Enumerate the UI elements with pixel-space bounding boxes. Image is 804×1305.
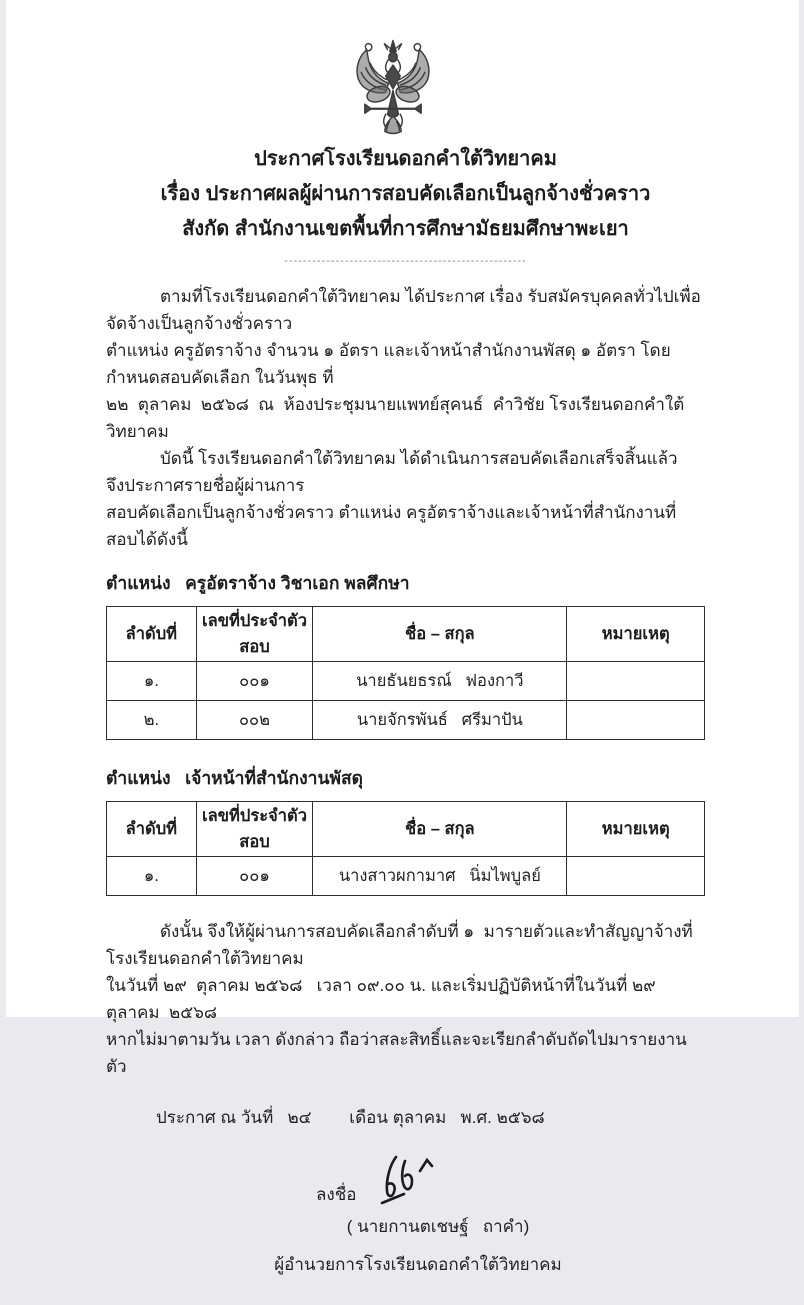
cell-order-no: ๑. [107, 662, 197, 701]
table-row [107, 662, 705, 701]
cell-name: นางสาวผกามาศ นิ่มไพบูลย์ [313, 857, 567, 896]
header-exam-id: เลขที่ประจำตัวสอบ [196, 802, 313, 857]
table-header-row [107, 607, 705, 662]
cell-order-no: ๒. [107, 701, 197, 740]
cell-order-no: ๑. [107, 857, 197, 896]
announcement-affiliation: สังกัด สำนักงานเขตพื้นที่การศึกษามัธยมศึกษาพะเยา [182, 218, 629, 240]
document-page [6, 0, 799, 1274]
sign-label: ลงชื่อ [316, 1185, 357, 1204]
paragraph-line: ดังนั้น จึงให้ผู้ผ่านการสอบคัดเลือกลำดับที่ ๑ มารายตัวและทำสัญญาจ้างที่โรงเรียนดอกคำใต้วิทยาคม [106, 922, 693, 968]
signer-name: ( นายกานตเชษฐ์ ถาคำ) [346, 1217, 530, 1236]
paragraph-line: บัดนี้ โรงเรียนดอกคำใต้วิทยาคม ได้ดำเนินการสอบคัดเลือกเสร็จสิ้นแล้ว จึงประกาศรายชื่อผู้ผ่านการ [106, 449, 687, 495]
header-exam-id: เลขที่ประจำตัวสอบ [196, 607, 313, 662]
signer-position: ผู้อำนวยการโรงเรียนดอกคำใต้วิทยาคม [274, 1255, 562, 1274]
announcement-title: ประกาศโรงเรียนดอกคำใต้วิทยาคม [254, 148, 557, 170]
paragraph-line: สอบคัดเลือกเป็นลูกจ้างชั่วคราว ตำแหน่ง ครูอัตราจ้างและเจ้าหน้าที่สำนักงานที่สอบได้ดังนี้ [106, 503, 677, 549]
header-remark: หมายเหตุ [567, 607, 705, 662]
announcement-subject: เรื่อง ประกาศผลผู้ผ่านการสอบคัดเลือกเป็นลูกจ้างชั่วคราว [160, 183, 651, 205]
header-remark: หมายเหตุ [567, 802, 705, 857]
header-order-no: ลำดับที่ [107, 607, 197, 662]
signature-block [106, 1155, 705, 1305]
paragraph-line: ตำแหน่ง ครูอัตราจ้าง จำนวน ๑ อัตรา และเจ้าหน้าสำนักงานพัสดุ ๑ อัตรา โดยกำหนดสอบคัดเลือก ในวันพุธ ที่ [106, 341, 671, 387]
signature-mark-icon [372, 1153, 442, 1211]
paragraph-line: หากไม่มาตามวัน เวลา ดังกล่าว ถือว่าสละสิทธิ์และจะเรียกลำดับถัดไปมารายงานตัว [106, 1030, 687, 1076]
header-name: ชื่อ – สกุล [313, 607, 567, 662]
paragraph-2 [106, 445, 705, 553]
position-1-table [106, 606, 705, 740]
cell-exam-id: ๐๐๑ [196, 662, 313, 701]
cell-name: นายจักรพันธ์ ศรีมาปัน [313, 701, 567, 740]
table-row [107, 857, 705, 896]
announced-date-line: ประกาศ ณ วันที่ ๒๔ เดือน ตุลาคม พ.ศ. ๒๕๖๘ [156, 1108, 545, 1127]
header-order-no: ลำดับที่ [107, 802, 197, 857]
header-name: ชื่อ – สกุล [313, 802, 567, 857]
position-2-heading: ตำแหน่ง เจ้าหน้าที่สำนักงานพัสดุ [106, 768, 364, 788]
cell-name: นายธันยธรณ์ ฟองกาวี [313, 662, 567, 701]
paragraph-line: ตามที่โรงเรียนดอกคำใต้วิทยาคม ได้ประกาศ เรื่อง รับสมัครบุคคลทั่วไปเพื่อจัดจ้างเป็นลูกจ้างชั่วคราว [106, 287, 701, 333]
cell-exam-id: ๐๐๑ [196, 857, 313, 896]
cell-remark [567, 701, 705, 740]
garuda-emblem-icon [343, 34, 443, 138]
cell-remark [567, 857, 705, 896]
table-header-row [107, 802, 705, 857]
dashed-separator: ---------------------------------------------------- [284, 255, 527, 267]
emblem-wrap [93, 34, 692, 142]
position-2-table [106, 801, 705, 896]
position-1-heading: ตำแหน่ง ครูอัตราจ้าง วิชาเอก พลศึกษา [106, 573, 410, 593]
paragraph-1 [106, 283, 705, 445]
table-row [107, 701, 705, 740]
cell-remark [567, 662, 705, 701]
paragraph-line: ๒๒ ตุลาคม ๒๕๖๘ ณ ห้องประชุมนายแพทย์สุคนธ์ คำวิชัย โรงเรียนดอกคำใต้วิทยาคม [106, 395, 685, 441]
paragraph-line: ในวันที่ ๒๙ ตุลาคม ๒๕๖๘ เวลา ๐๙.๐๐ น. และเริ่มปฏิบัติหน้าที่ในวันที่ ๒๙ ตุลาคม ๒๕๖๘ [106, 976, 670, 1022]
cell-exam-id: ๐๐๒ [196, 701, 313, 740]
paragraph-3 [106, 918, 705, 1080]
document-content [6, 0, 799, 1305]
